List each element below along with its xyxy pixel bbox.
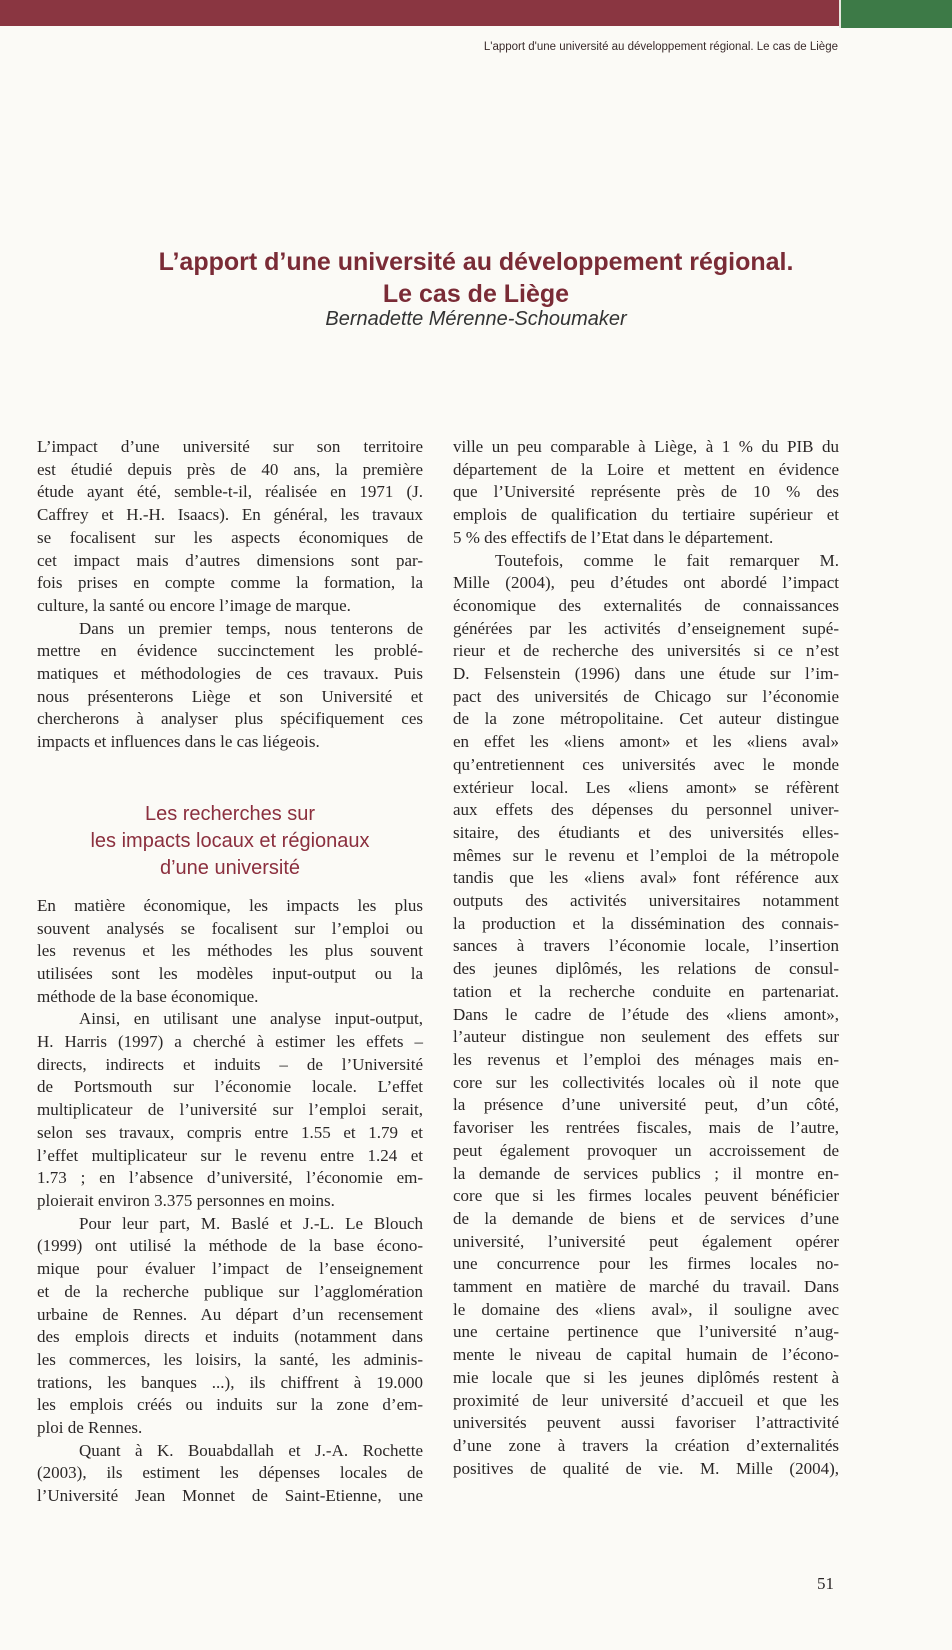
text-line: Toutefois, comme le fait remarquer M. (495, 550, 839, 570)
text-line: trations, les banques ...), ils chiffrent à 19.000 (37, 1372, 423, 1392)
text-line: mettre en évidence succinctement les problé- (37, 641, 423, 661)
text-line: tation et la recherche conduite en partenariat. (453, 981, 839, 1001)
text-line: H. Harris (1997) a cherché à estimer les effets – (37, 1032, 423, 1052)
text-line: multiplicateur de l’université sur l’emploi serait, (37, 1100, 423, 1120)
text-line: Pour leur part, M. Baslé et J.-L. Le Blouch (79, 1213, 423, 1233)
text-line: En matière économique, les impacts les plus (37, 895, 423, 915)
text-line: la demande de services publics ; il montre en- (453, 1163, 839, 1183)
paragraph (37, 618, 423, 754)
text-line: d’une zone à travers la création d’externalités (453, 1435, 839, 1455)
right-column-text (453, 436, 839, 1480)
article-author: Bernadette Mérenne-Schoumaker (325, 308, 627, 330)
text-line: Ainsi, en utilisant une analyse input-output, (79, 1009, 423, 1029)
text-line: 1.73 ; en l’absence d’université, l’économie em- (37, 1168, 423, 1188)
text-line: chercherons à analyser plus spécifiquement ces (37, 709, 423, 729)
text-line: L’impact d’une université sur son territoire (37, 437, 423, 456)
page-number: 51 (817, 1574, 834, 1593)
text-line: générées par les activités d’enseignement supé- (453, 618, 839, 638)
text-line: la présence d’une université peut, d’un côté, (453, 1095, 839, 1115)
text-line: est étudié depuis près de 40 ans, la première (37, 459, 423, 479)
text-line: favoriser les rentrées fiscales, mais de l’autre, (453, 1118, 839, 1138)
text-line: l’effet multiplicateur sur le revenu entre 1.24 et (37, 1145, 423, 1165)
text-line: mie locale que si les jeunes diplômés restent à (453, 1367, 839, 1387)
text-line: économique des externalités de connaissances (453, 595, 839, 615)
text-line: qu’entretiennent ces universités avec le monde (453, 754, 839, 774)
section-heading (37, 801, 423, 882)
text-line: core que si les firmes locales peuvent bénéficier (453, 1186, 839, 1206)
text-line: tandis que les «liens aval» font référence aux (453, 868, 839, 888)
text-line: core sur les collectivités locales où il note que (453, 1072, 839, 1092)
article-title (0, 246, 952, 310)
paragraph (453, 436, 839, 550)
text-line: ville un peu comparable à Liège, à 1 % du PIB du (453, 437, 839, 456)
text-line: de la demande de biens et de services d’une (453, 1208, 839, 1228)
section-heading-line: les impacts locaux et régionaux (90, 829, 370, 852)
running-header: L'apport d'une université au développement régional. Le cas de Liège (483, 41, 838, 53)
text-line: Quant à K. Bouabdallah et J.-A. Rochette (79, 1440, 423, 1460)
text-line: impacts et influences dans le cas liégeois. (37, 732, 320, 752)
article-title-line: L’apport d’une université au développement régional. (158, 248, 794, 276)
section-text (37, 895, 423, 1508)
text-line: sitaire, des étudiants et des universités elles- (453, 822, 839, 842)
text-line: cet impact mais d’autres dimensions sont par- (37, 550, 423, 570)
paragraph (37, 1008, 423, 1212)
text-line: la production et la dissémination des connais- (453, 913, 839, 933)
text-line: des emplois directs et induits (notamment dans (37, 1327, 423, 1347)
paragraph (37, 1213, 423, 1440)
text-line: rieur et de recherche des universités si ce n’est (453, 641, 839, 661)
top-color-band (0, 0, 952, 26)
text-line: souvent analysés se focalisent sur l’emploi ou (37, 918, 423, 938)
text-line: utilisées sont les modèles input-output ou la (37, 963, 423, 983)
text-line: étude ayant été, semble-t-il, réalisée en 1971 (J. (37, 482, 423, 502)
intro-text (37, 436, 423, 754)
text-line: universités peuvent aussi favoriser l’attractivité (453, 1413, 839, 1433)
text-line: des jeunes diplômés, les relations de consul- (453, 959, 839, 979)
top-accent-band (839, 0, 952, 28)
text-line: une certaine pertinence que l’université n’aug- (453, 1322, 839, 1342)
text-line: positives de qualité de vie. M. Mille (2004), (453, 1458, 839, 1478)
text-line: département de la Loire et mettent en évidence (453, 459, 839, 479)
text-line: et de la recherche publique sur l’agglomération (37, 1281, 423, 1301)
text-line: pact des universités de Chicago sur l’économie (453, 686, 839, 706)
paragraph (37, 436, 423, 618)
text-line: les revenus et les méthodes les plus souvent (37, 941, 423, 961)
text-line: université, l’université peut également opérer (453, 1231, 839, 1251)
text-line: tamment en matière de marché du travail. Dans (453, 1277, 839, 1297)
text-line: selon ses travaux, compris entre 1.55 et 1.79 et (37, 1122, 423, 1142)
text-line: 5 % des effectifs de l’Etat dans le département. (453, 527, 774, 547)
text-line: matiques et méthodologies de ces travaux. Puis (37, 664, 423, 684)
text-line: de Portsmouth sur l’économie locale. L’effet (37, 1077, 423, 1097)
text-line: nous présenterons Liège et son Université et (37, 686, 423, 706)
text-line: méthode de la base économique. (37, 986, 259, 1006)
text-line: mente le niveau de capital humain de l’écono- (453, 1345, 839, 1365)
text-line: D. Felsenstein (1996) dans une étude sur l’im- (453, 664, 839, 684)
text-line: les commerces, les loisirs, la santé, les adminis- (37, 1349, 423, 1369)
text-line: Mille (2004), peu d’études ont abordé l’impact (453, 573, 839, 593)
left-column (37, 436, 423, 1508)
text-line: culture, la santé ou encore l’image de marque. (37, 595, 351, 615)
paragraph (453, 550, 839, 1481)
text-line: fois prises en compte comme la formation, la (37, 573, 423, 593)
text-line: proximité de leur université d’accueil et que les (453, 1390, 839, 1410)
text-line: ploierait environ 3.375 personnes en moins. (37, 1190, 335, 1210)
section-heading-line: d’une université (159, 856, 301, 879)
section-heading-line: Les recherches sur (144, 802, 316, 825)
article-title-line: Le cas de Liège (382, 280, 570, 308)
text-line: mique pour évaluer l’impact de l’enseignement (37, 1259, 423, 1279)
text-line: le domaine des «liens aval», il souligne avec (453, 1299, 839, 1319)
text-line: (1999) ont utilisé la méthode de la base écono- (37, 1236, 423, 1256)
text-line: Caffrey et H.-H. Isaacs). En général, les travaux (37, 505, 423, 525)
right-column (453, 436, 839, 1480)
text-line: que l’Université représente près de 10 % des (453, 482, 839, 502)
text-line: Dans le cadre de l’étude des «liens amont», (453, 1004, 839, 1024)
text-line: de la zone métropolitaine. Cet auteur distingue (453, 709, 839, 729)
text-line: (2003), ils estiment les dépenses locales de (37, 1463, 423, 1483)
text-line: ploi de Rennes. (37, 1418, 143, 1438)
text-line: urbaine de Rennes. Au départ d’un recensement (37, 1304, 423, 1324)
text-line: l’Université Jean Monnet de Saint-Etienne, une (37, 1486, 423, 1506)
text-line: extérieur local. Les «liens amont» se réfèrent (453, 777, 839, 797)
paragraph (37, 895, 423, 1009)
paragraph (37, 1440, 423, 1508)
text-line: emplois de qualification du tertiaire supérieur et (453, 505, 839, 525)
text-line: une concurrence pour les firmes locales no- (453, 1254, 839, 1274)
text-line: en effet les «liens amont» et les «liens aval» (453, 732, 839, 752)
text-line: directs, indirects et induits – de l’Université (37, 1054, 423, 1074)
text-line: outputs des activités universitaires notamment (453, 891, 839, 911)
text-line: sances à travers l’économie locale, l’insertion (453, 936, 839, 956)
text-line: aux effets des dépenses du personnel univer- (453, 800, 839, 820)
text-line: Dans un premier temps, nous tenterons de (79, 618, 423, 638)
text-line: les emplois créés ou induits sur la zone d’em- (37, 1395, 423, 1415)
text-line: l’auteur distingue non seulement des effets sur (453, 1027, 839, 1047)
text-line: mêmes sur le revenu et l’emploi de la métropole (453, 845, 839, 865)
text-line: les revenus et l’emploi des ménages mais en- (453, 1049, 839, 1069)
text-line: peut également provoquer un accroissement de (453, 1140, 839, 1160)
text-line: se focalisent sur les aspects économiques de (37, 527, 423, 547)
